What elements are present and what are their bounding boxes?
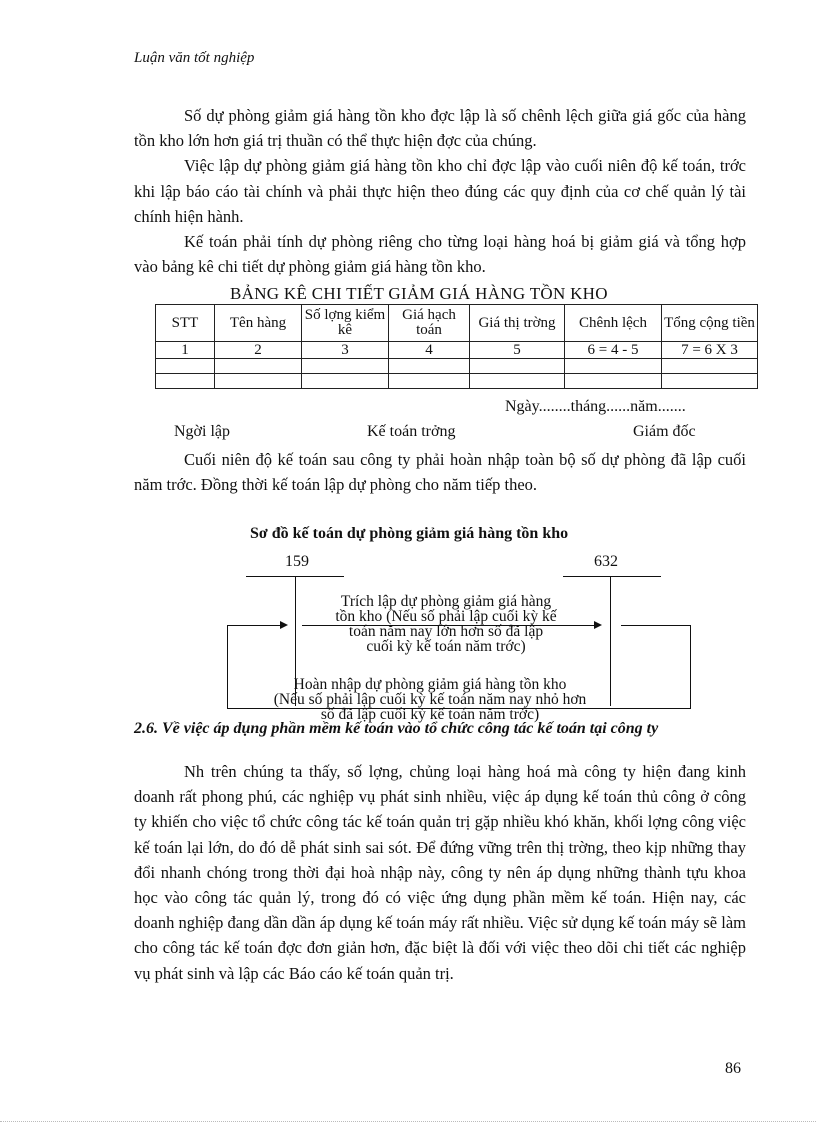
account-632-line (563, 576, 661, 577)
chief-accountant-label: Kế toán trởng (367, 423, 456, 440)
preparer-label: Ngời lập (174, 423, 231, 440)
column-header: Chênh lệch (565, 305, 662, 342)
entry-line: cuối kỳ kế toán năm trớc) (366, 638, 526, 655)
inventory-provision-table (155, 304, 758, 389)
table-cell: 4 (389, 342, 470, 359)
column-header: Tổng cộng tiền (662, 305, 758, 342)
entry-line: toán năm nay lớn hơn số đã lập (348, 623, 544, 640)
entry-line: tồn kho (Nếu số phải lập cuối kỳ kế (335, 608, 557, 625)
table-cell (302, 374, 389, 389)
account-632-label: 632 (594, 553, 618, 570)
closing-text (134, 447, 746, 497)
running-header: Luận văn tốt nghiệp (134, 50, 255, 66)
flow-connector (621, 625, 690, 626)
table-cell (156, 359, 215, 374)
entry-provision-text (296, 594, 596, 654)
table-cell: 5 (470, 342, 565, 359)
table-cell (215, 374, 302, 389)
section-paragraph: Nh trên chúng ta thấy, số lợng, chủng loại hàng hoá mà công ty hiện đang kinh doanh rất phong phú, các nghiệp vụ phát sinh nhiều, việc áp dụng kế toán thủ công ở công ty khiến cho việc tổ chức công tác kế toán quản trị gặp nhiều khó khăn, khối lợng công việc kế toán lại lớn, do đó dễ phát sinh sai sót. Để đứng vững trên thị trờng, theo kịp những thay đổi nhanh chóng trong thời đại hoà nhập này, công ty nên áp dụng những thành tựu khoa học vào công tác quản lý, trong đó có việc ứng dụng phần mềm kế toán. Hiện nay, các doanh nghiệp đang dần dần áp dụng kế toán máy rất nhiều. Việc sử dụng kế toán máy sẽ làm cho công tác kế toán đợc đơn giản hơn, đặc biệt là đối với việc theo dõi chi tiết các nghiệp vụ phát sinh và lập các Báo cáo kế toán quản trị. (134, 762, 746, 983)
flow-connector (227, 625, 228, 709)
table-title: BẢNG KÊ CHI TIẾT GIẢM GIÁ HÀNG TỒN KHO (230, 284, 608, 303)
table-row (156, 342, 758, 359)
intro-paragraph: Việc lập dự phòng giảm giá hàng tồn kho chỉ đợc lập vào cuối niên độ kế toán, trớc khi lập báo cáo tài chính và phải thực hiện theo đúng các quy định của cơ chế quản lý tài chính hiện hành. (134, 156, 746, 226)
column-header: Giá thị trờng (470, 305, 565, 342)
section-heading: 2.6. Về việc áp dụng phần mềm kế toán vào tổ chức công tác kế toán tại công ty (134, 720, 659, 737)
entry-line: Hoàn nhập dự phòng giảm giá hàng tồn kho (293, 676, 567, 693)
date-line: Ngày........tháng......năm....... (505, 398, 686, 415)
flow-arrow-line (227, 625, 281, 626)
table-cell (662, 359, 758, 374)
table-cell (565, 374, 662, 389)
closing-paragraph: Cuối niên độ kế toán sau công ty phải hoàn nhập toàn bộ số dự phòng đã lập cuối năm trớc. Đồng thời kế toán lập dự phòng cho năm tiếp theo. (134, 450, 746, 495)
table-cell (302, 359, 389, 374)
page-number: 86 (725, 1060, 741, 1077)
flow-connector (690, 625, 691, 709)
table-header-row (156, 305, 758, 342)
table-row (156, 359, 758, 374)
intro-paragraph: Số dự phòng giảm giá hàng tồn kho đợc lập là số chênh lệch giữa giá gốc của hàng tồn kho lớn hơn giá trị thuần có thể thực hiện đợc của chúng. (134, 106, 746, 151)
table-cell (389, 359, 470, 374)
table-cell: 1 (156, 342, 215, 359)
intro-text (134, 103, 746, 279)
table-cell: 7 = 6 X 3 (662, 342, 758, 359)
entry-line: Trích lập dự phòng giảm giá hàng (340, 593, 552, 610)
arrow-right-icon (280, 621, 288, 629)
account-159-label: 159 (285, 553, 309, 570)
entry-reversal-text (240, 677, 620, 722)
table-cell (470, 359, 565, 374)
table-cell (565, 359, 662, 374)
column-header: Tên hàng (215, 305, 302, 342)
column-header: STT (156, 305, 215, 342)
table-cell: 2 (215, 342, 302, 359)
entry-line: (Nếu số phải lập cuối kỳ kế toán năm nay nhỏ hơn (273, 691, 587, 708)
column-header: Số lợng kiểm kê (302, 305, 389, 342)
footer-divider (0, 1121, 816, 1122)
intro-paragraph: Kế toán phải tính dự phòng riêng cho từng loại hàng hoá bị giảm giá và tổng hợp vào bảng kê chi tiết dự phòng giảm giá hàng tồn kho. (134, 232, 746, 277)
table-row (156, 374, 758, 389)
table-cell (156, 374, 215, 389)
entry-line: số đã lập cuối kỳ kế toán năm trớc) (320, 706, 540, 723)
table-cell (662, 374, 758, 389)
column-header: Giá hạch toán (389, 305, 470, 342)
table-cell (389, 374, 470, 389)
table-cell: 6 = 4 - 5 (565, 342, 662, 359)
diagram-title: Sơ đồ kế toán dự phòng giảm giá hàng tồn kho (250, 525, 569, 542)
director-label: Giám đốc (633, 423, 696, 440)
table-cell: 3 (302, 342, 389, 359)
table-cell (470, 374, 565, 389)
section-text (134, 759, 746, 986)
table-cell (215, 359, 302, 374)
